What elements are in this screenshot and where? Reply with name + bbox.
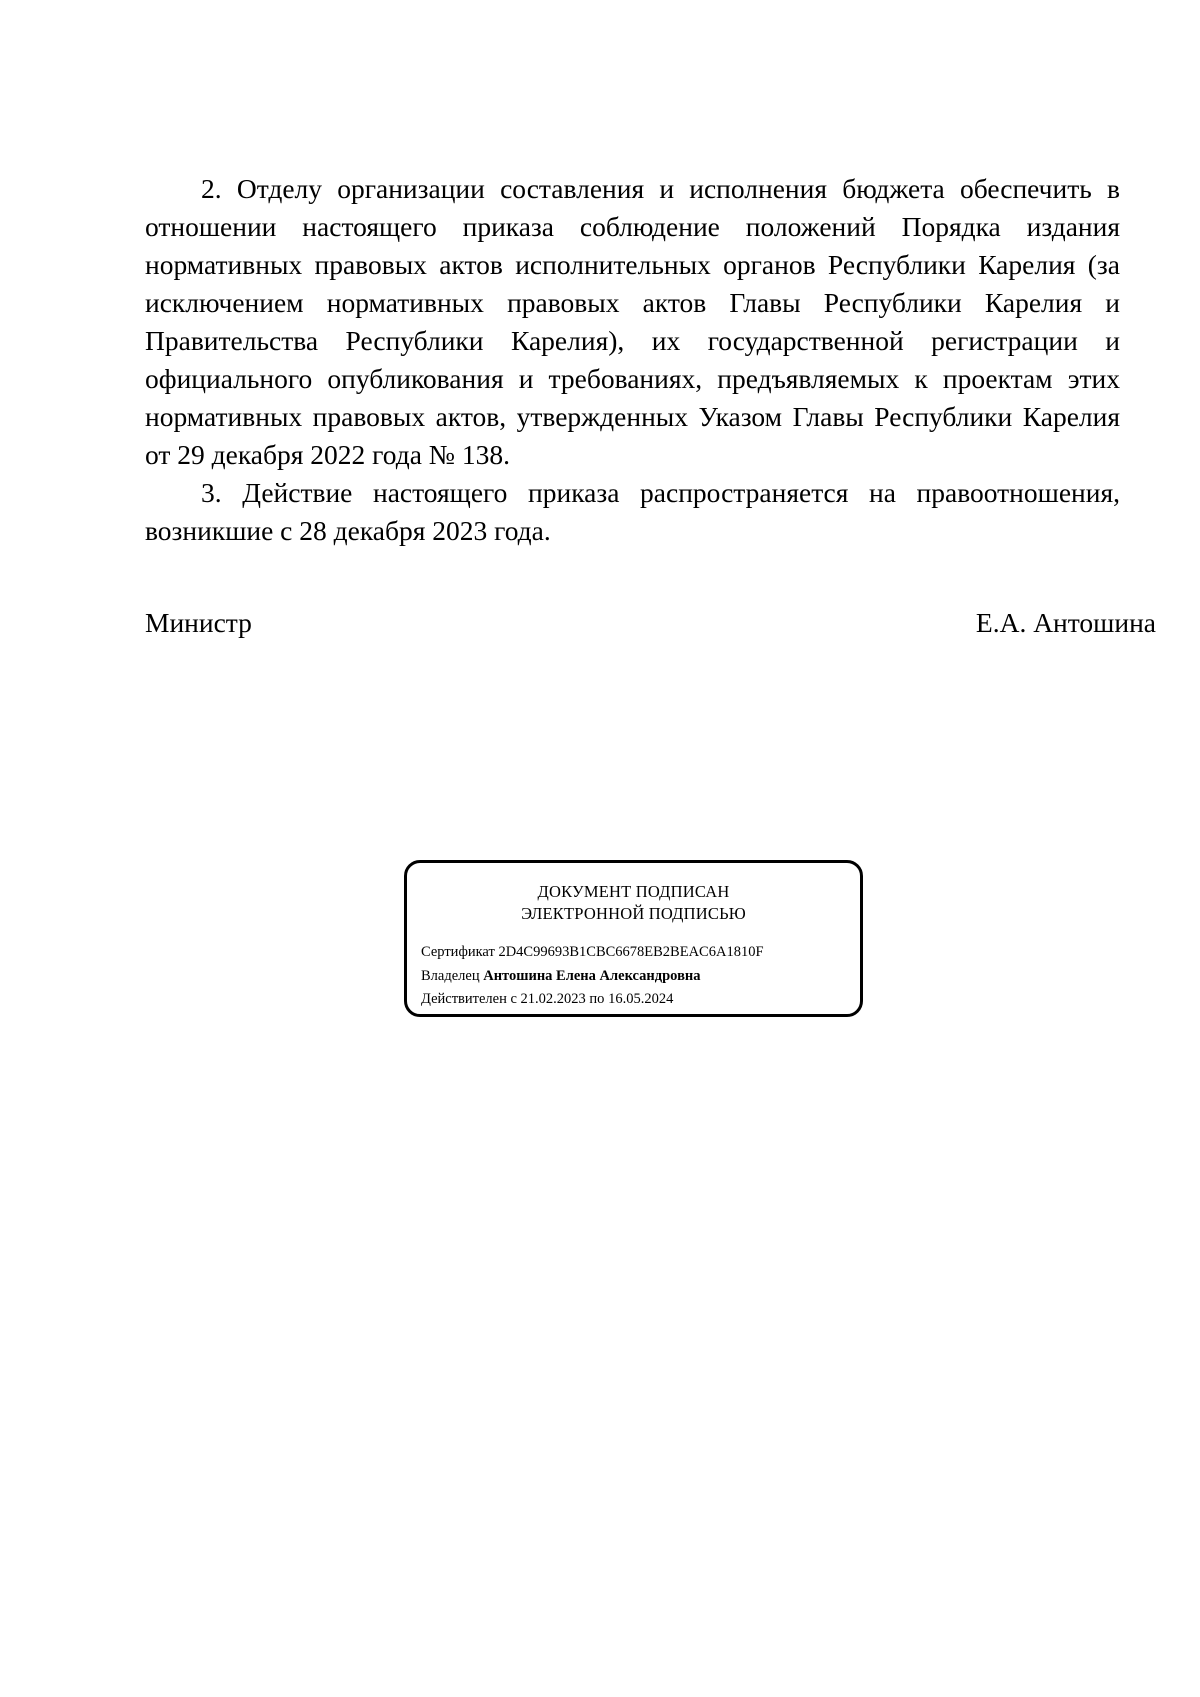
paragraph-3: 3. Действие настоящего приказа распространяется на правоотношения, возникшие с 28 декабря 2023 года.: [145, 477, 1120, 546]
stamp-certificate-label: Сертификат: [421, 944, 495, 960]
signatory-name: Е.А. Антошина: [975, 607, 1156, 638]
stamp-title: [407, 881, 860, 925]
electronic-signature-stamp: [404, 860, 863, 1017]
stamp-details: [421, 941, 764, 1012]
stamp-certificate-value: 2D4C99693B1CBC6678EB2BEAC6A1810F: [498, 944, 764, 960]
stamp-title-line-2: ЭЛЕКТРОННОЙ ПОДПИСЬЮ: [521, 904, 746, 923]
stamp-owner-value: Антошина Елена Александровна: [483, 967, 701, 984]
signatory-position: Министр: [145, 607, 252, 638]
stamp-title-line-1: ДОКУМЕНТ ПОДПИСАН: [537, 882, 730, 901]
stamp-owner-row: [421, 965, 764, 989]
stamp-owner-label: Владелец: [421, 967, 480, 984]
paragraph-2: 2. Отделу организации составления и исполнения бюджета обеспечить в отношении настоящего приказа соблюдение положений Порядка издания нормативных правовых актов исполнительных органов Республики Карелия (за исключением нормативных правовых актов Главы Республики Карелия и Правительства Республики Карелия), их государственной регистрации и официального опубликования и требованиях, предъявляемых к проектам этих нормативных правовых актов, утвержденных Указом Главы Республики Карелия от 29 декабря 2022 года № 138.: [145, 173, 1120, 470]
stamp-validity-from-label: с: [510, 991, 517, 1007]
document-body: [145, 170, 1120, 550]
stamp-validity-row: [421, 988, 764, 1012]
stamp-validity-from: 21.02.2023: [520, 991, 586, 1007]
stamp-validity-to: 16.05.2024: [608, 991, 674, 1007]
signature-block: [145, 604, 1156, 642]
stamp-validity-to-label: по: [589, 991, 605, 1007]
stamp-certificate-row: [421, 941, 764, 965]
stamp-validity-label: Действителен: [421, 991, 507, 1007]
